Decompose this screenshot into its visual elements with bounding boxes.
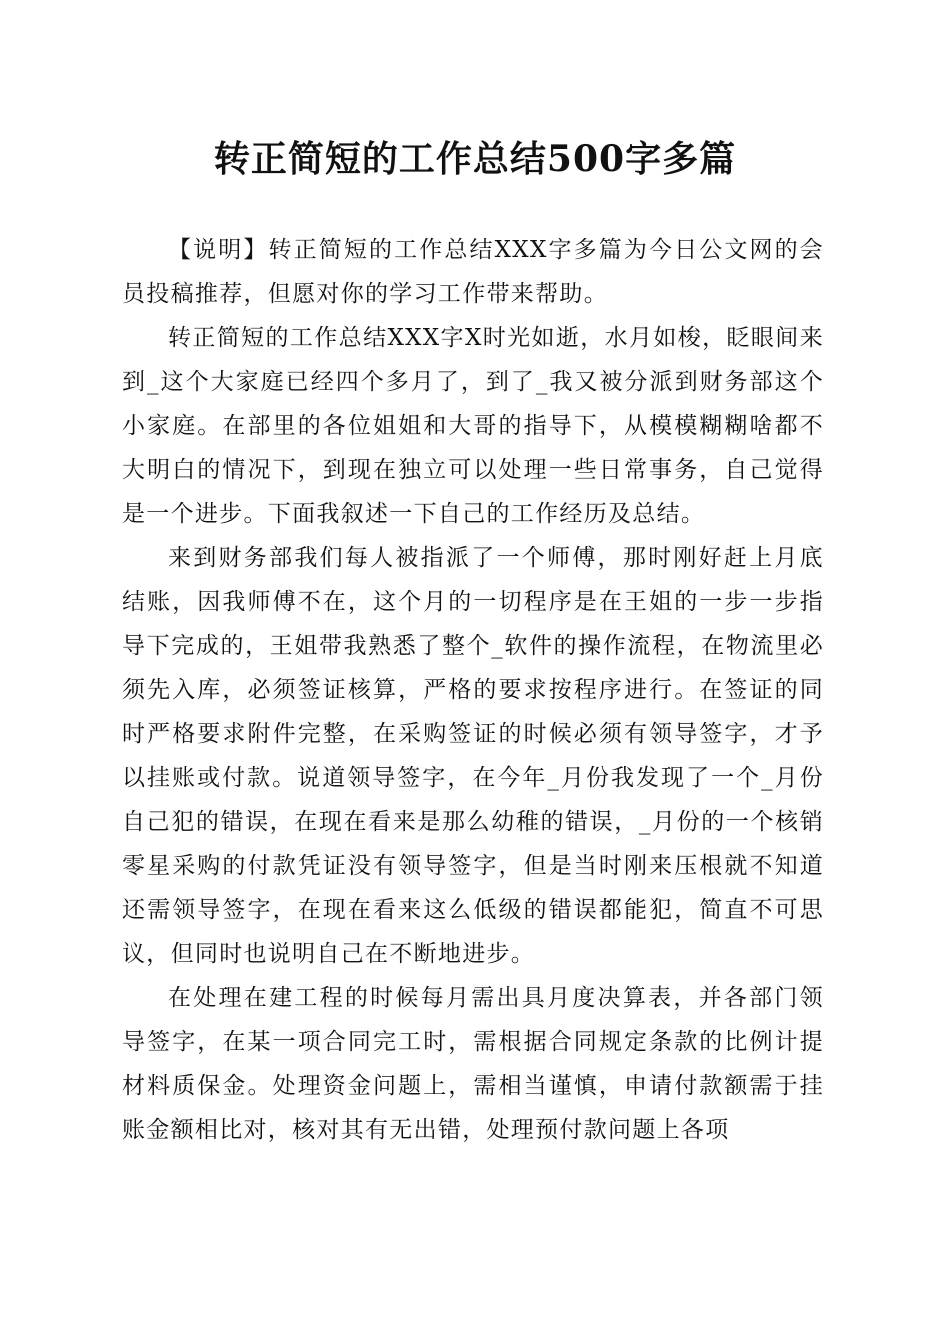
- document-body: [122, 228, 824, 1152]
- paragraph-3: 在处理在建工程的时候每月需出具月度决算表，并各部门领导签字，在某一项合同完工时，需根据合同规定条款的比例计提材料质保金。处理资金问题上，需相当谨慎，申请付款额需于挂账金额相比对，核对其有无出错，处理预付款问题上各项: [122, 985, 824, 1143]
- paragraph-2: 来到财务部我们每人被指派了一个师傅，那时刚好赶上月底结账，因我师傅不在，这个月的一切程序是在王姐的一步一步指导下完成的，王姐带我熟悉了整个_软件的操作流程，在物流里必须先入库，必须签证核算，严格的要求按程序进行。在签证的同时严格要求附件完整，在采购签证的时候必须有领导签字，才予以挂账或付款。说道领导签字，在今年_月份我发现了一个_月份自己犯的错误，在现在看来是那么幼稚的错误，_月份的一个核销零星采购的付款凭证没有领导签字，但是当时刚来压根就不知道还需领导签字，在现在看来这么低级的错误都能犯，简直不可思议，但同时也说明自己在不断地进步。: [122, 545, 824, 967]
- document-title: 转正简短的工作总结500字多篇: [213, 138, 737, 180]
- paragraph-intro: 【说明】转正简短的工作总结XXX字多篇为今日公文网的会员投稿推荐，但愿对你的学习工作带来帮助。: [122, 237, 824, 307]
- paragraph-1: 转正简短的工作总结XXX字X时光如逝，水月如梭，眨眼间来到_这个大家庭已经四个多月了，到了_我又被分派到财务部这个小家庭。在部里的各位姐姐和大哥的指导下，从模模糊糊啥都不大明白的情况下，到现在独立可以处理一些日常事务，自己觉得是一个进步。下面我叙述一下自己的工作经历及总结。: [122, 325, 824, 527]
